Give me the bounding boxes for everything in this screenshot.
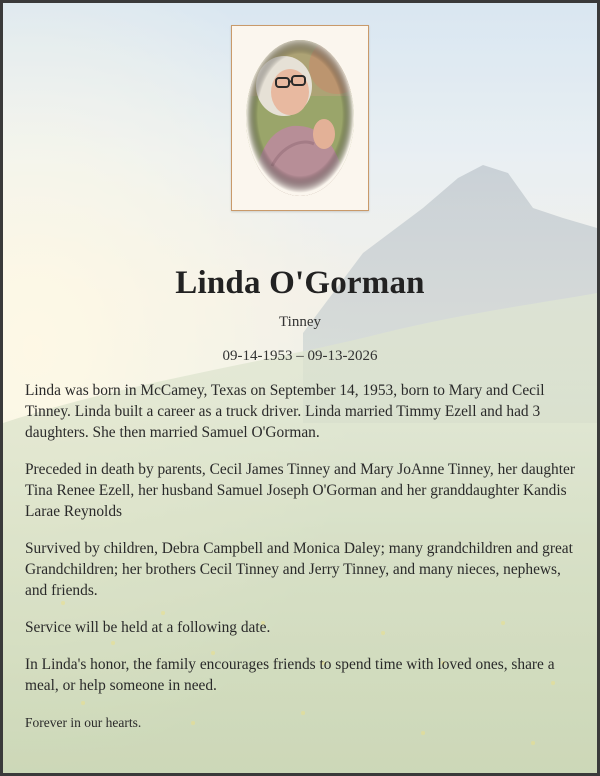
paragraph-birth: Linda was born in McCamey, Texas on September 14, 1953, born to Mary and Cecil Tinney. Linda built a career as a truck driver. Linda married Timmy Ezell and had 3 daughters. She then married Samuel O'Gorman.	[25, 382, 545, 441]
portrait-frame	[231, 25, 369, 211]
obituary-body	[25, 380, 577, 749]
paragraph-preceded: Preceded in death by parents, Cecil James Tinney and Mary JoAnne Tinney, her daughter Tina Renee Ezell, her husband Samuel Joseph O'Gorman and her granddaughter Kandis Larae Reynolds	[25, 461, 575, 520]
paragraph-honor: In Linda's honor, the family encourages friends to spend time with loved ones, share a meal, or help someone in need.	[25, 656, 555, 694]
paragraph-service: Service will be held at a following date.	[25, 619, 271, 636]
portrait-photo	[232, 26, 368, 210]
maiden-name: Tinney	[279, 314, 321, 330]
paragraph-survived: Survived by children, Debra Campbell and Monica Daley; many grandchildren and great Grandchildren; her brothers Cecil Tinney and Jerry Tinney, and many nieces, nephews, and friends.	[25, 540, 573, 599]
deceased-name: Linda O'Gorman	[175, 265, 425, 301]
life-dates: 09-14-1953 – 09-13-2026	[222, 348, 378, 364]
closing-line: Forever in our hearts.	[25, 715, 142, 730]
